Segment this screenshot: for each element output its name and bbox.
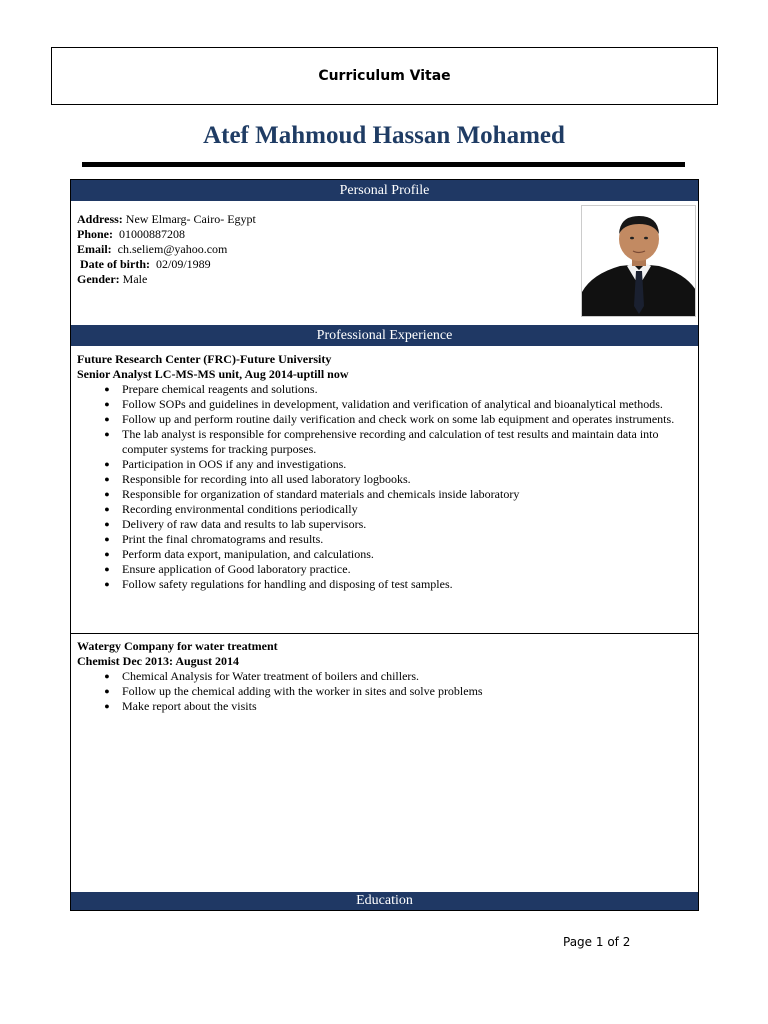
bullet-item: ● Participation in OOS if any and investigations. <box>104 457 347 471</box>
bullet-item: ● Make report about the visits <box>104 699 257 713</box>
bullet-item: ● Follow safety regulations for handling and disposing of test samples. <box>104 577 453 591</box>
job-role: Senior Analyst LC-MS-MS unit, Aug 2014-uptill now <box>77 367 349 381</box>
bullet-item: ● Prepare chemical reagents and solutions. <box>104 382 318 396</box>
address-row: Address: New Elmarg- Cairo- Egypt <box>77 212 256 226</box>
title-rule <box>82 162 685 167</box>
job-bullets <box>77 382 682 592</box>
gender-row: Gender: Male <box>77 272 148 286</box>
cv-title: Curriculum Vitae <box>318 68 451 84</box>
job-company: Watergy Company for water treatment <box>77 639 278 653</box>
section-personal-profile: Personal Profile <box>71 180 698 201</box>
job-watergy <box>77 639 682 714</box>
bullet-item: ● Print the final chromatograms and results. <box>104 532 324 546</box>
candidate-name: Atef Mahmoud Hassan Mohamed <box>203 122 565 149</box>
bullet-item: ● Perform data export, manipulation, and calculations. <box>104 547 374 561</box>
bullet-item: ● Chemical Analysis for Water treatment of boilers and chillers. <box>104 669 420 683</box>
email-row: Email: ch.seliem@yahoo.com <box>77 242 228 256</box>
profile-photo <box>581 205 696 317</box>
bullet-item: ● Recording environmental conditions periodically <box>104 502 358 516</box>
personal-profile <box>77 212 256 287</box>
bullet-item: ● Ensure application of Good laboratory practice. <box>104 562 351 576</box>
bullet-item: ● The lab analyst is responsible for comprehensive recording and calculation of test results and maintain data into computer systems for tracking purposes. <box>104 427 659 456</box>
phone-row: Phone: 01000887208 <box>77 227 185 241</box>
page-number: Page 1 of 2 <box>563 935 631 949</box>
bullet-item: ● Responsible for organization of standard materials and chemicals inside laboratory <box>104 487 520 501</box>
job-bullets <box>77 669 682 714</box>
section-professional-experience: Professional Experience <box>71 325 698 346</box>
bullet-item: ● Responsible for recording into all used laboratory logbooks. <box>104 472 411 486</box>
section-education: Education <box>71 892 698 910</box>
cv-title-box <box>51 47 718 105</box>
job-role: Chemist Dec 2013: August 2014 <box>77 654 239 668</box>
dob-row: Date of birth: 02/09/1989 <box>80 257 211 271</box>
bullet-item: ● Follow up and perform routine daily verification and check work on some lab equipment and operates instruments. <box>104 412 675 426</box>
job-frc <box>77 352 682 592</box>
bullet-item: ● Follow up the chemical adding with the worker in sites and solve problems <box>104 684 483 698</box>
bullet-item: ● Follow SOPs and guidelines in development, validation and verification of analytical and bioanalytical methods. <box>104 397 663 411</box>
job-company: Future Research Center (FRC)-Future University <box>77 352 332 366</box>
divider <box>71 633 698 634</box>
bullet-item: ● Delivery of raw data and results to lab supervisors. <box>104 517 367 531</box>
